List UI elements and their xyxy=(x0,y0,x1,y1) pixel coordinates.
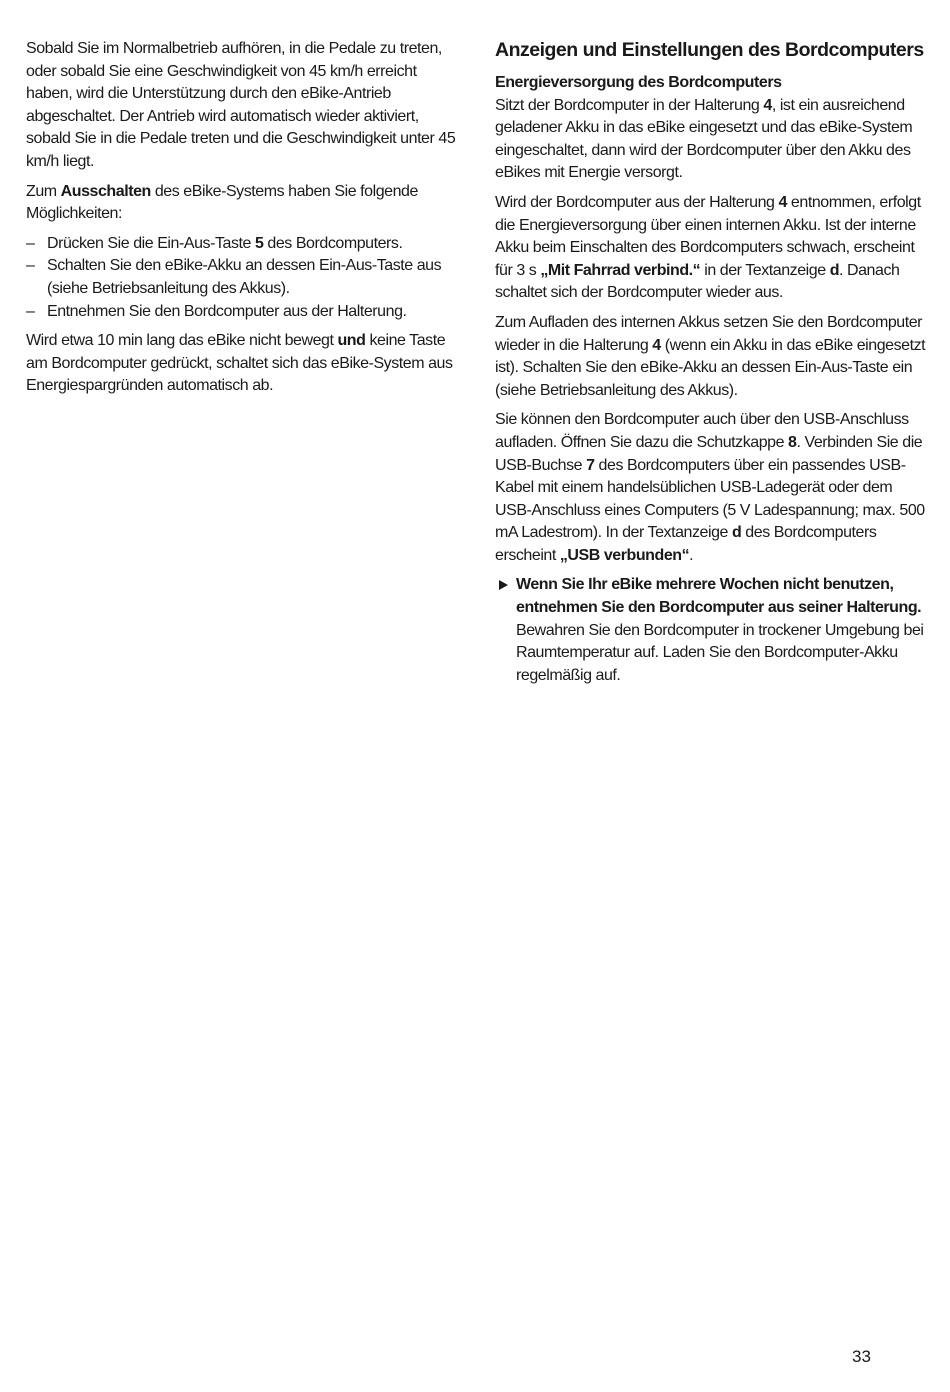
dash-bullet: – xyxy=(26,234,35,252)
dash-bullet: – xyxy=(26,257,35,275)
left-column xyxy=(26,38,466,405)
paragraph-usb-charging: Sie können den Bordcomputer auch über den USB-Anschluss aufladen. Öffnen Sie dazu die Schutzkappe 8. Verbinden Sie die USB-Buchse 7 des Bordcomputers über ein passendes USB-Kabel mit einem handelsüblichen USB-Ladegerät oder dem USB-Anschluss eines Computers (5 V Ladespannung; max. 500 mA Ladestrom). In der Textanzeige d des Bordcomputers erscheint „USB verbunden“. xyxy=(495,411,925,564)
paragraph-charging-holder: Zum Aufladen des internen Akkus setzen Sie den Bordcomputer wieder in die Halterung 4 (wenn ein Akku in das eBike eingesetzt ist). Schalten Sie den eBike-Akku an dessen Ein-Aus-Taste ein (siehe Betriebsanleitung des Akkus). xyxy=(495,313,926,399)
paragraph-switch-off-intro: Zum Ausschalten des eBike-Systems haben Sie folgende Möglichkeiten: xyxy=(26,182,418,223)
right-column xyxy=(495,38,931,687)
switch-off-options-list xyxy=(26,233,466,323)
paragraph-internal-battery: Wird der Bordcomputer aus der Halterung 4 entnommen, erfolgt die Energieversorgung über einen internen Akku. Ist der interne Akku beim Einschalten des Bordcomputers schwach, erscheint für 3 s „Mit Fahrrad verbind.“ in der Textanzeige d. Danach schaltet sich der Bordcomputer wieder aus. xyxy=(495,193,921,302)
paragraph-support-off: Sobald Sie im Normalbetrieb aufhören, in die Pedale zu treten, oder sobald Sie eine Geschwindigkeit von 45 km/h erreicht haben, wird die Unterstützung durch den eBike-Antrieb abgeschaltet. Der Antrieb wird automatisch wieder aktiviert, sobald Sie in die Pedale treten und die Geschwindigkeit unter 45 km/h liegt. xyxy=(26,40,456,170)
list-item: – Entnehmen Sie den Bordcomputer aus der Halterung. xyxy=(26,301,466,324)
paragraph-power-supply: Sitzt der Bordcomputer in der Halterung 4, ist ein ausreichend geladener Akku in das eBike eingesetzt und das eBike-System eingeschaltet, dann wird der Bordcomputer über den Akku des eBikes mit Energie versorgt. xyxy=(495,96,913,182)
list-item: – Drücken Sie die Ein-Aus-Taste 5 des Bordcomputers. xyxy=(26,233,466,256)
paragraph-auto-off: Wird etwa 10 min lang das eBike nicht bewegt und keine Taste am Bordcomputer gedrückt, schaltet sich das eBike-System aus Energiespargründen automatisch ab. xyxy=(26,332,453,395)
dash-bullet: – xyxy=(26,302,35,320)
subsection-heading: Energieversorgung des Bordcomputers xyxy=(495,74,782,91)
triangle-bullet-icon xyxy=(499,580,508,590)
section-heading: Anzeigen und Einstellungen des Bordcomputers xyxy=(495,39,924,61)
storage-note: Wenn Sie Ihr eBike mehrere Wochen nicht benutzen, entnehmen Sie den Bordcomputer aus seiner Halterung. Bewahren Sie den Bordcomputer in trockener Umgebung bei Raumtemperatur auf. Laden Sie den Bordcomputer-Akku regelmäßig auf. xyxy=(495,574,931,687)
page-number: 33 xyxy=(852,1347,871,1366)
list-item: – Schalten Sie den eBike-Akku an dessen Ein-Aus-Taste aus (siehe Betriebsanleitung des Akkus). xyxy=(26,257,442,297)
